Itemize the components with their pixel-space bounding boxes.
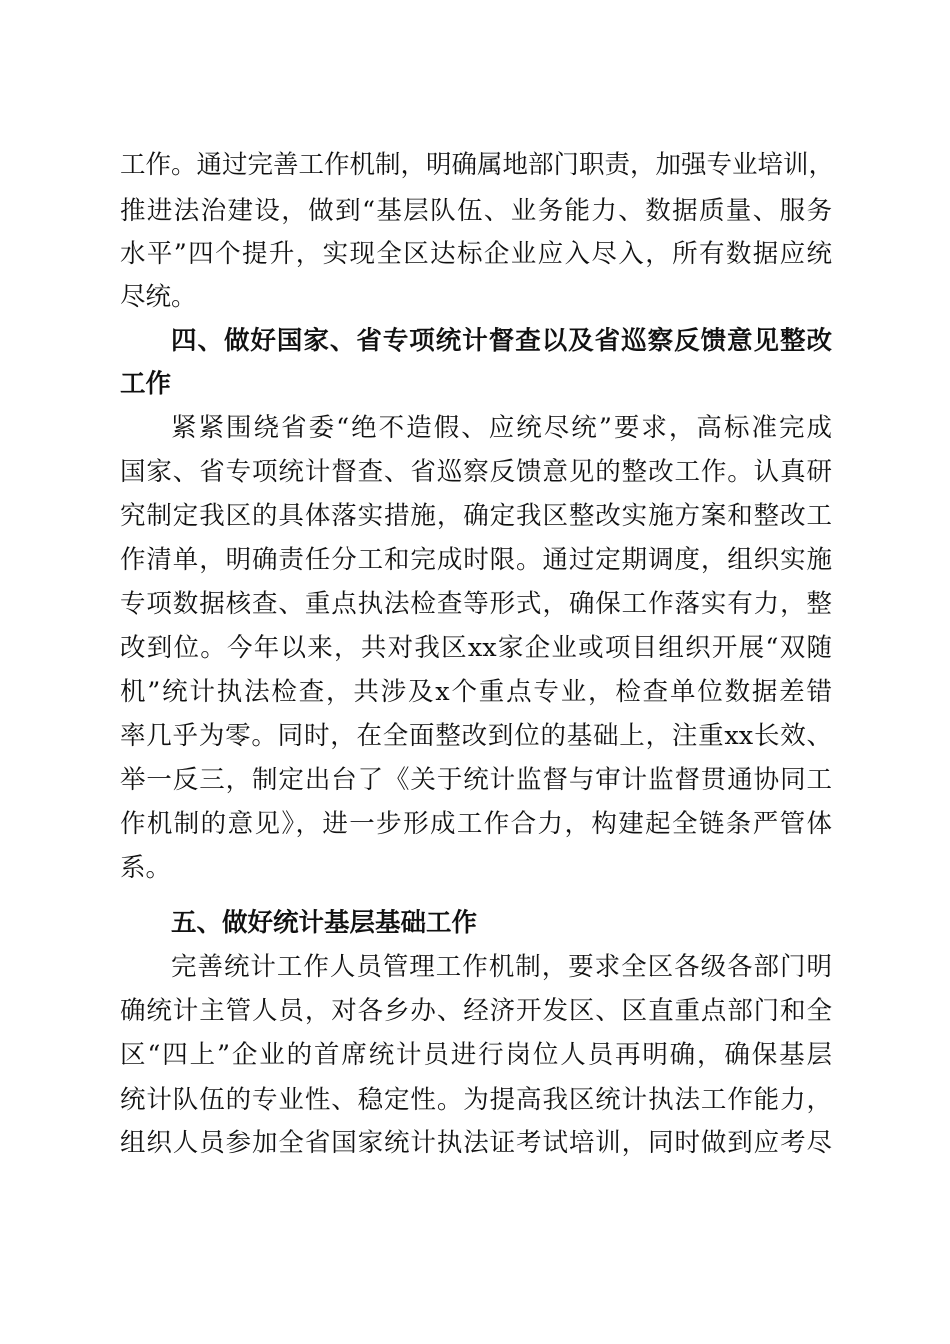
paragraph-line: 完善统计工作人员管理工作机制，要求全区各级各部门明	[171, 952, 832, 982]
paragraph-line: 作清单，明确责任分工和完成时限。通过定期调度，组织实施	[120, 545, 832, 575]
paragraph-line: 举一反三，制定出台了《关于统计监督与审计监督贯通协同工	[120, 765, 832, 795]
paragraph-line: 改到位。今年以来，共对我区xx家企业或项目组织开展“双随	[120, 633, 832, 663]
paragraph-line: 作机制的意见》，进一步形成工作合力，构建起全链条严管体	[120, 809, 832, 839]
paragraph-line: 水平”四个提升，实现全区达标企业应入尽入，所有数据应统	[120, 239, 832, 269]
paragraph-line: 统计队伍的专业性、稳定性。为提高我区统计执法工作能力，	[120, 1085, 832, 1115]
paragraph-line: 组织人员参加全省国家统计执法证考试培训，同时做到应考尽	[120, 1128, 832, 1158]
section-heading-4: 四、做好国家、省专项统计督查以及省巡察反馈意见整改	[171, 326, 832, 356]
paragraph-line: 率几乎为零。同时，在全面整改到位的基础上，注重xx长效、	[120, 721, 832, 751]
paragraph-line: 机”统计执法检查，共涉及x个重点专业，检查单位数据差错	[120, 677, 832, 707]
paragraph-line: 紧紧围绕省委“绝不造假、应统尽统”要求，高标准完成	[171, 413, 832, 443]
paragraph-line: 尽统。	[120, 282, 197, 312]
paragraph-line: 推进法治建设，做到“基层队伍、业务能力、数据质量、服务	[120, 196, 832, 226]
section-heading-5: 五、做好统计基层基础工作	[171, 908, 478, 938]
paragraph-line: 工作。通过完善工作机制，明确属地部门职责，加强专业培训，	[120, 150, 835, 180]
paragraph-line: 究制定我区的具体落实措施，确定我区整改实施方案和整改工	[120, 501, 832, 531]
paragraph-line: 专项数据核查、重点执法检查等形式，确保工作落实有力，整	[120, 589, 832, 619]
section-heading-4-cont: 工作	[120, 369, 172, 399]
paragraph-line: 系。	[120, 853, 172, 883]
paragraph-line: 区“四上”企业的首席统计员进行岗位人员再明确，确保基层	[120, 1040, 832, 1070]
paragraph-line: 国家、省专项统计督查、省巡察反馈意见的整改工作。认真研	[120, 457, 832, 487]
paragraph-line: 确统计主管人员，对各乡办、经济开发区、区直重点部门和全	[120, 996, 832, 1026]
